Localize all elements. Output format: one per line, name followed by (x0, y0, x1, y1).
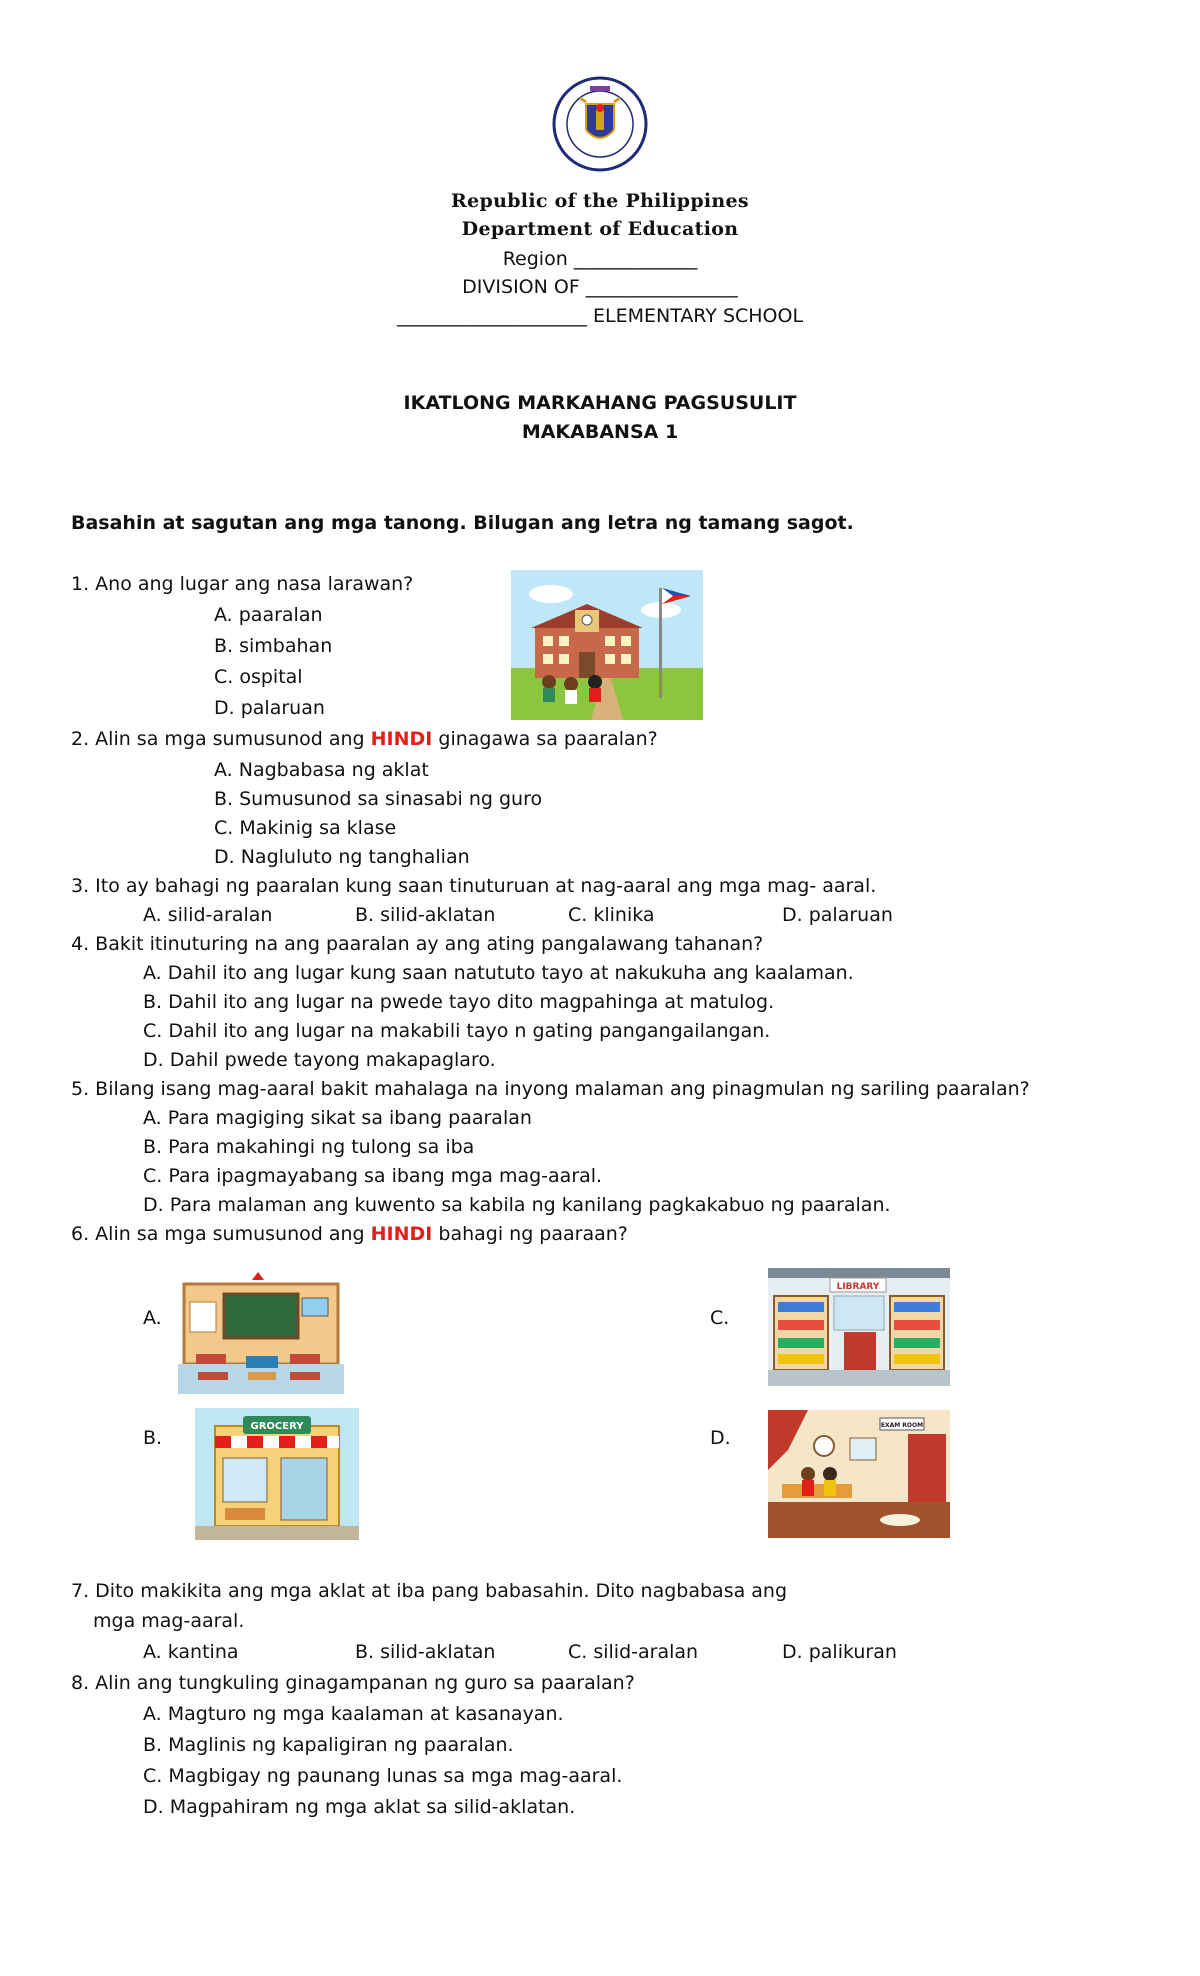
q7-text-line1: 7. Dito makikita ang mga aklat at iba pang babasahin. Dito nagbabasa ang (71, 1580, 788, 1602)
q2-option-a: A. Nagbabasa ng aklat (214, 759, 429, 781)
q1-option-d: D. palaruan (214, 697, 325, 719)
q7-option-d: D. palikuran (782, 1641, 897, 1663)
exam-instructions: Basahin at sagutan ang mga tanong. Bilugan ang letra ng tamang sagot. (71, 512, 854, 534)
header-region: Region _____________ (502, 248, 698, 270)
q4-option-d: D. Dahil pwede tayong makapaglaro. (143, 1049, 496, 1071)
exam-room-sign: EXAM ROOM (880, 1422, 924, 1429)
deped-seal-logo (552, 72, 648, 176)
q4-option-a: A. Dahil ito ang lugar kung saan natututo tayo at nakukuha ang kaalaman. (143, 962, 854, 984)
library-image (768, 1268, 950, 1386)
q1-option-a: A. paaralan (214, 604, 323, 626)
q7-option-a: A. kantina (143, 1641, 239, 1663)
exam-title: IKATLONG MARKAHANG PAGSUSULIT (403, 392, 797, 414)
q5-option-a: A. Para magiging sikat sa ibang paaralan (143, 1107, 532, 1129)
q2-option-b: B. Sumusunod sa sinasabi ng guro (214, 788, 543, 810)
q8-option-d: D. Magpahiram ng mga aklat sa silid-aklatan. (143, 1796, 576, 1818)
q6-text-end: bahagi ng paaraan? (432, 1223, 628, 1245)
q4-option-b: B. Dahil ito ang lugar na pwede tayo dito magpahinga at matulog. (143, 991, 775, 1013)
q5-option-b: B. Para makahingi ng tulong sa iba (143, 1136, 475, 1158)
q6-option-a: A. (143, 1307, 162, 1329)
q5-option-c: C. Para ipagmayabang sa ibang mga mag-aaral. (143, 1165, 603, 1187)
q7-option-c: C. silid-aralan (568, 1641, 699, 1663)
q8-option-c: C. Magbigay ng paunang lunas sa mga mag-aaral. (143, 1765, 623, 1787)
school-building-image (511, 570, 703, 720)
q2-highlight-hindi: HINDI (370, 728, 433, 750)
q8-option-b: B. Maglinis ng kapaligiran ng paaralan. (143, 1734, 514, 1756)
q6-text-start: 6. Alin sa mga sumusunod ang (71, 1223, 371, 1245)
header-school: ____________________ ELEMENTARY SCHOOL (396, 305, 804, 327)
grocery-image (195, 1408, 359, 1540)
q2-text-end: ginagawa sa paaralan? (432, 728, 658, 750)
q3-option-c: C. klinika (568, 904, 655, 926)
q6-option-d: D. (710, 1427, 731, 1449)
q2-option-d: D. Nagluluto ng tanghalian (214, 846, 470, 868)
q2-text (71, 728, 658, 750)
q7-text-line2: mga mag-aaral. (93, 1610, 245, 1632)
q5-text: 5. Bilang isang mag-aaral bakit mahalaga na inyong malaman ang pinagmulan ng sariling paaralan? (71, 1078, 1030, 1100)
q3-text: 3. Ito ay bahagi ng paaralan kung saan tinuturuan at nag-aaral ang mga mag- aaral. (71, 875, 877, 897)
q6-highlight-hindi: HINDI (370, 1223, 433, 1245)
q3-option-d: D. palaruan (782, 904, 893, 926)
q8-text: 8. Alin ang tungkuling ginagampanan ng guro sa paaralan? (71, 1672, 635, 1694)
header-republic: Republic of the Philippines (451, 190, 749, 212)
q3-option-b: B. silid-aklatan (355, 904, 496, 926)
q6-option-b: B. (143, 1427, 163, 1449)
q4-text: 4. Bakit itinuturing na ang paaralan ay ang ating pangalawang tahanan? (71, 933, 764, 955)
q1-text: 1. Ano ang lugar ang nasa larawan? (71, 573, 414, 595)
q1-option-c: C. ospital (214, 666, 303, 688)
q2-option-c: C. Makinig sa klase (214, 817, 397, 839)
q7-option-b: B. silid-aklatan (355, 1641, 496, 1663)
q6-text (71, 1223, 628, 1245)
header-division: DIVISION OF ________________ (462, 276, 738, 298)
q6-option-c: C. (710, 1307, 730, 1329)
library-sign: LIBRARY (836, 1282, 880, 1292)
q8-option-a: A. Magturo ng mga kaalaman at kasanayan. (143, 1703, 564, 1725)
header-department: Department of Education (461, 218, 739, 240)
q4-option-c: C. Dahil ito ang lugar na makabili tayo n gating pangangailangan. (143, 1020, 771, 1042)
classroom-image (178, 1268, 344, 1394)
q3-option-a: A. silid-aralan (143, 904, 273, 926)
exam-subject: MAKABANSA 1 (521, 421, 679, 443)
q5-option-d: D. Para malaman ang kuwento sa kabila ng kanilang pagkakabuo ng paaralan. (143, 1194, 891, 1216)
grocery-sign: GROCERY (250, 1421, 304, 1432)
exam-room-image (768, 1410, 950, 1538)
q1-option-b: B. simbahan (214, 635, 333, 657)
q2-text-start: 2. Alin sa mga sumusunod ang (71, 728, 371, 750)
